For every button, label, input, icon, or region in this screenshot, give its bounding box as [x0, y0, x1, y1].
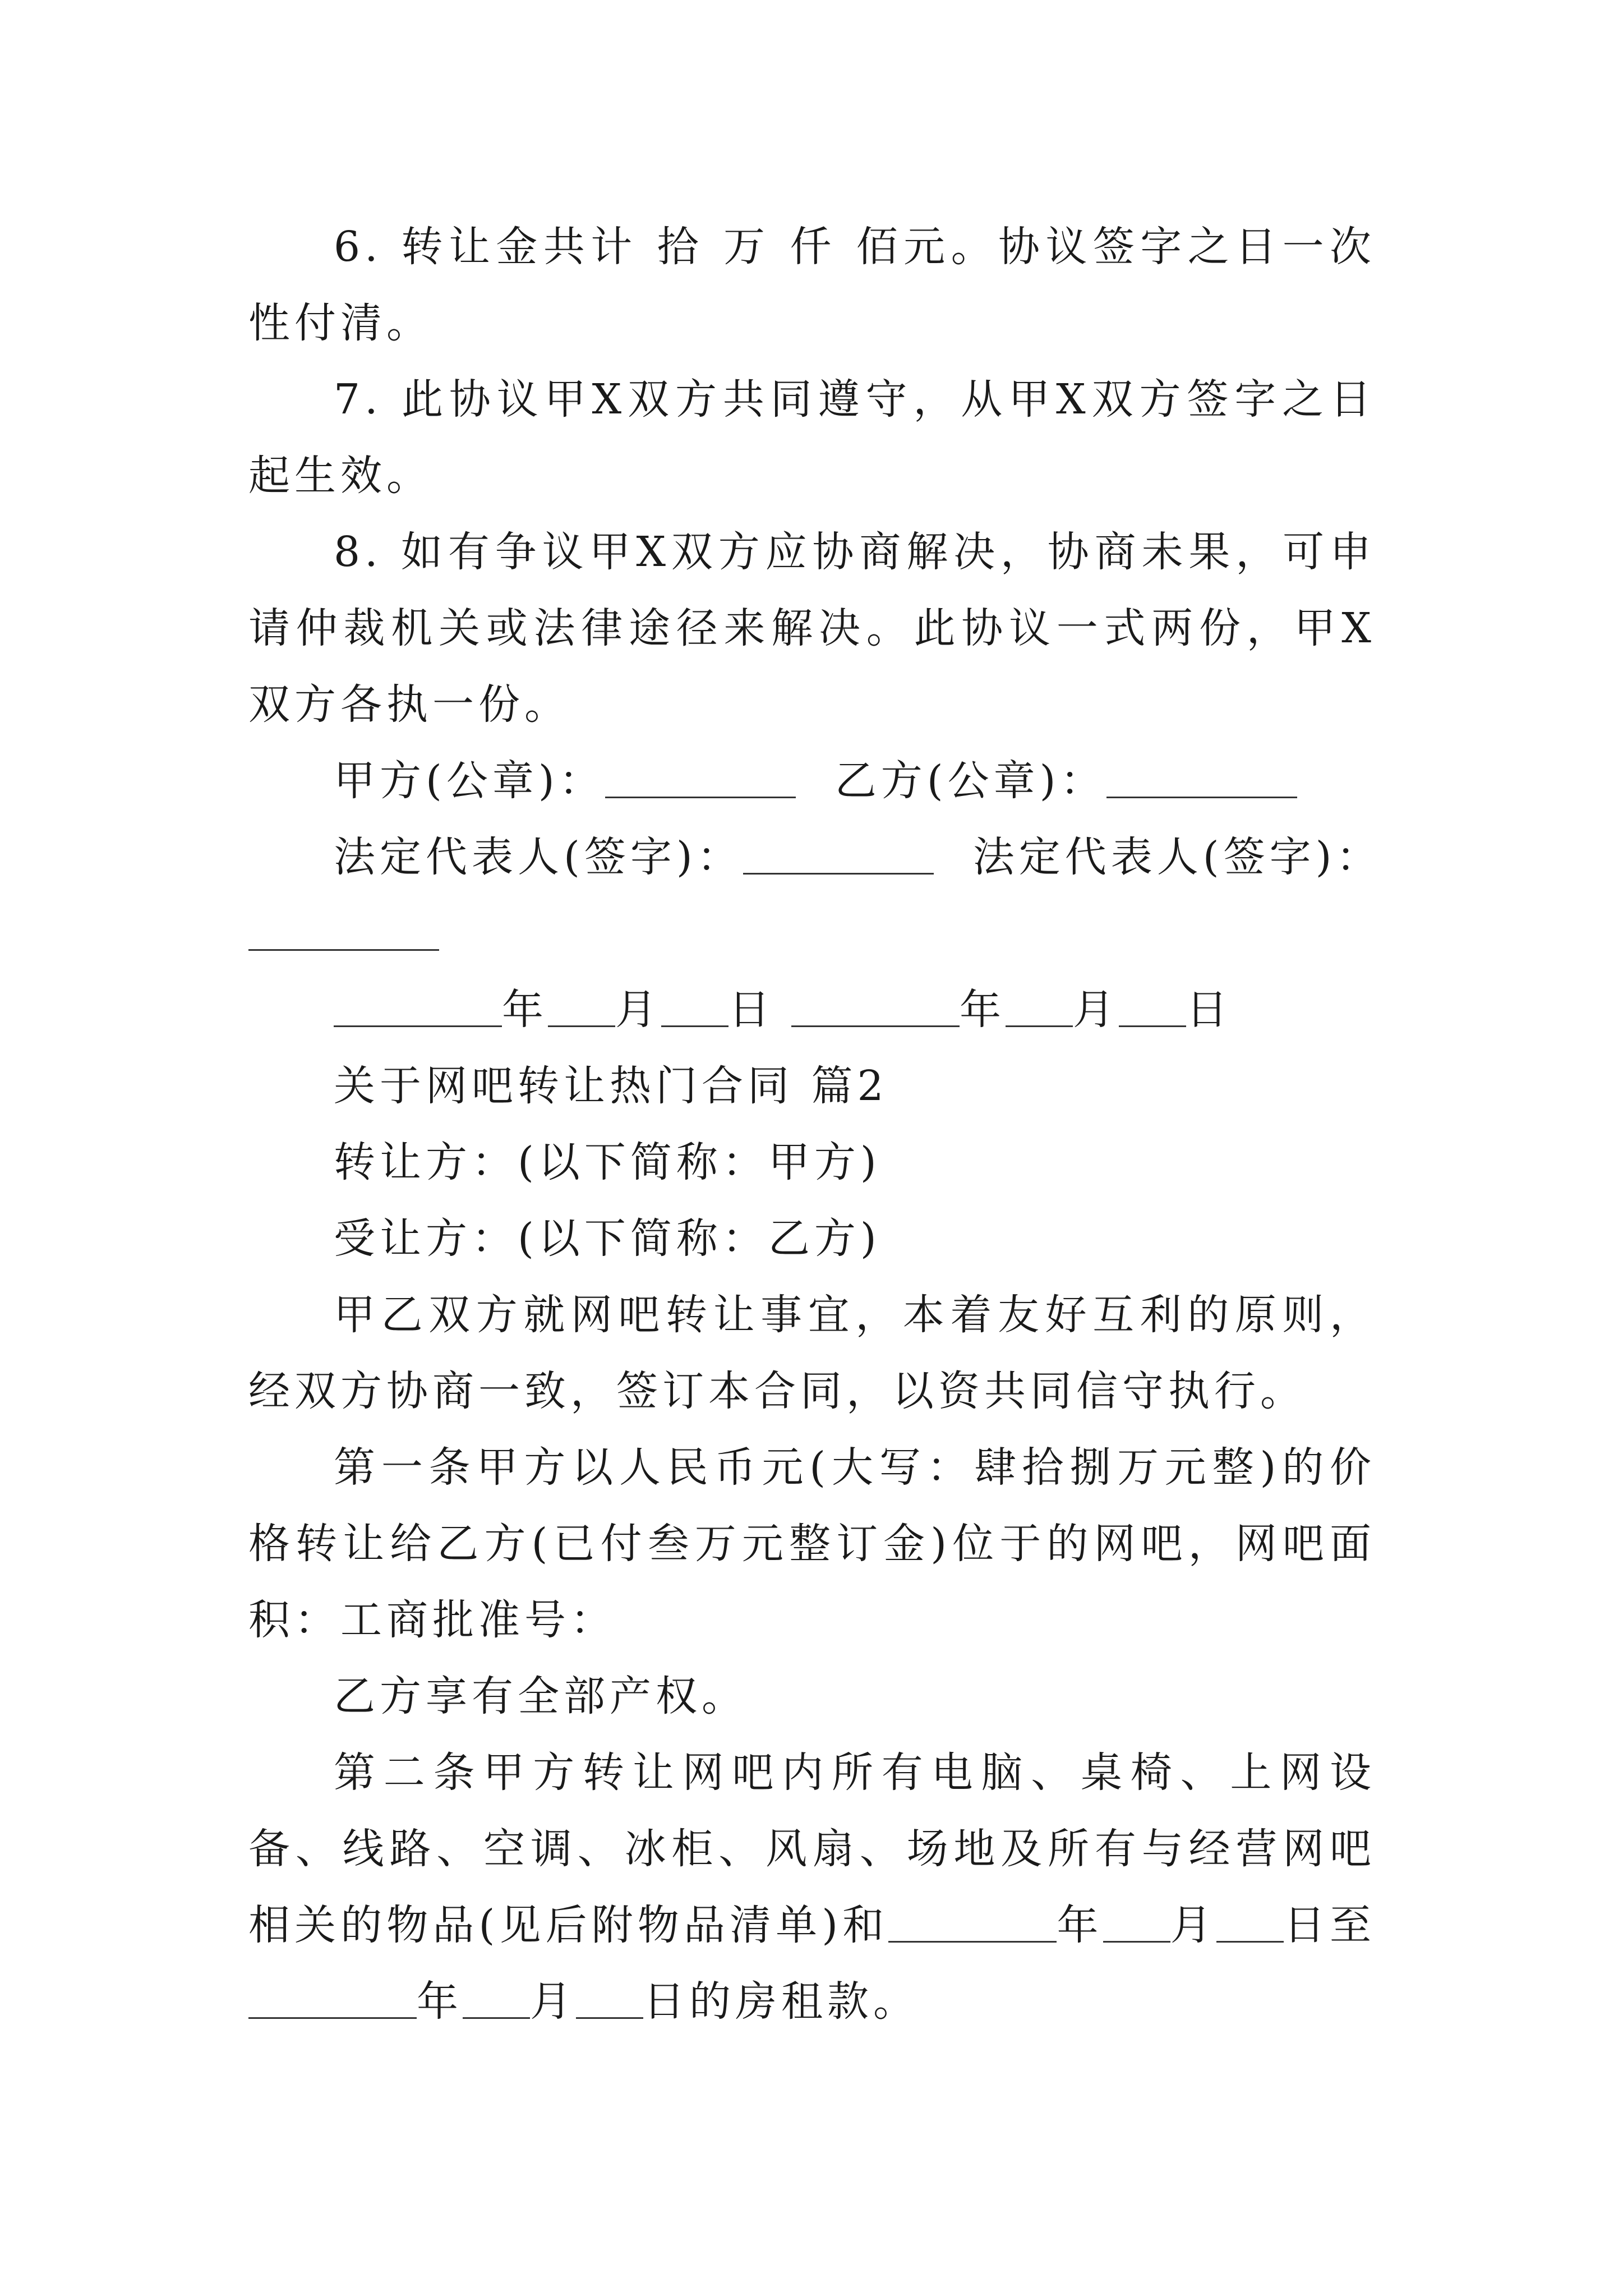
- art2-from-day-blank: [1216, 1902, 1284, 1943]
- article-1: 第一条甲方以人民币元(大写：肆拾捌万元整)的价格转让给乙方(已付叁万元整订金)位于的网吧，网吧面积：工商批准号：: [248, 1443, 1376, 1644]
- art2-to-month: 月: [530, 1977, 576, 2026]
- date-line: [248, 972, 1376, 1048]
- clause-7: 7. 此协议甲X双方共同遵守，从甲X双方签字之日起生效。: [248, 375, 1376, 500]
- art2-to-year-blank: [248, 1978, 417, 2019]
- party-a-seal-blank: [605, 757, 796, 798]
- party-b-seal-blank: [1106, 757, 1297, 798]
- date-b-year: 年: [960, 986, 1006, 1034]
- date-b-day-blank: [1119, 986, 1186, 1027]
- party-b-seal-label: 乙方(公章)：: [834, 757, 1106, 805]
- party-a-seal-label: 甲方(公章)：: [334, 757, 605, 805]
- art2-to-year: 年: [417, 1977, 463, 2026]
- date-a-day: 日: [728, 986, 774, 1034]
- date-b-month: 月: [1073, 986, 1119, 1034]
- transferor-line: 转让方：(以下简称：甲方): [334, 1138, 881, 1186]
- art2-from-month-blank: [1103, 1902, 1170, 1943]
- date-a-year: 年: [502, 986, 548, 1034]
- art2-from-year-blank: [888, 1902, 1057, 1943]
- date-b-year-blank: [791, 986, 960, 1027]
- rep-b-blank-line: [248, 895, 1376, 972]
- rep-a-label: 法定代表人(签字)：: [334, 833, 743, 881]
- date-b-month-blank: [1006, 986, 1073, 1027]
- rep-a-blank: [743, 834, 934, 875]
- section-title: 关于网吧转让热门合同 篇2: [334, 1062, 888, 1110]
- intro-paragraph: 甲乙双方就网吧转让事宜，本着友好互利的原则，经双方协商一致，签订本合同，以资共同信守执行。: [248, 1291, 1376, 1415]
- date-a-month-blank: [548, 986, 615, 1027]
- seal-line: [248, 743, 1376, 819]
- art2-from-month: 月: [1170, 1901, 1216, 1949]
- representative-line: [248, 819, 1382, 895]
- date-a-month: 月: [615, 986, 661, 1034]
- rep-b-blank: [248, 910, 439, 951]
- art2-to-day-blank: [576, 1978, 643, 2019]
- clause-8: 8. 如有争议甲X双方应协商解决，协商未果，可申请仲裁机关或法律途径来解决。此协议一式两份，甲X双方各执一份。: [248, 528, 1376, 729]
- art2-to-month-blank: [463, 1978, 530, 2019]
- date-a-year-blank: [334, 986, 502, 1027]
- rep-b-label: 法定代表人(签字)：: [972, 833, 1382, 881]
- article-2-text: 第二条甲方转让网吧内所有电脑、桌椅、上网设备、线路、空调、冰柜、风扇、场地及所有与经营网吧相关的物品(见后附物品清单)和: [248, 1749, 1376, 1949]
- date-a-day-blank: [661, 986, 728, 1027]
- article-2: [248, 1734, 1376, 2040]
- document-body: [248, 209, 1382, 2040]
- art2-to-text: 日至: [1283, 1901, 1376, 1949]
- article-1-ownership: 乙方享有全部产权。: [334, 1672, 748, 1720]
- transferee-line: 受让方：(以下简称：乙方): [334, 1214, 881, 1263]
- clause-6: 6. 转让金共计 拾 万 仟 佰元。协议签字之日一次性付清。: [248, 223, 1376, 347]
- article-2-end: 日的房租款。: [643, 1977, 919, 2026]
- date-b-day: 日: [1186, 986, 1232, 1034]
- art2-from-year: 年: [1057, 1901, 1103, 1949]
